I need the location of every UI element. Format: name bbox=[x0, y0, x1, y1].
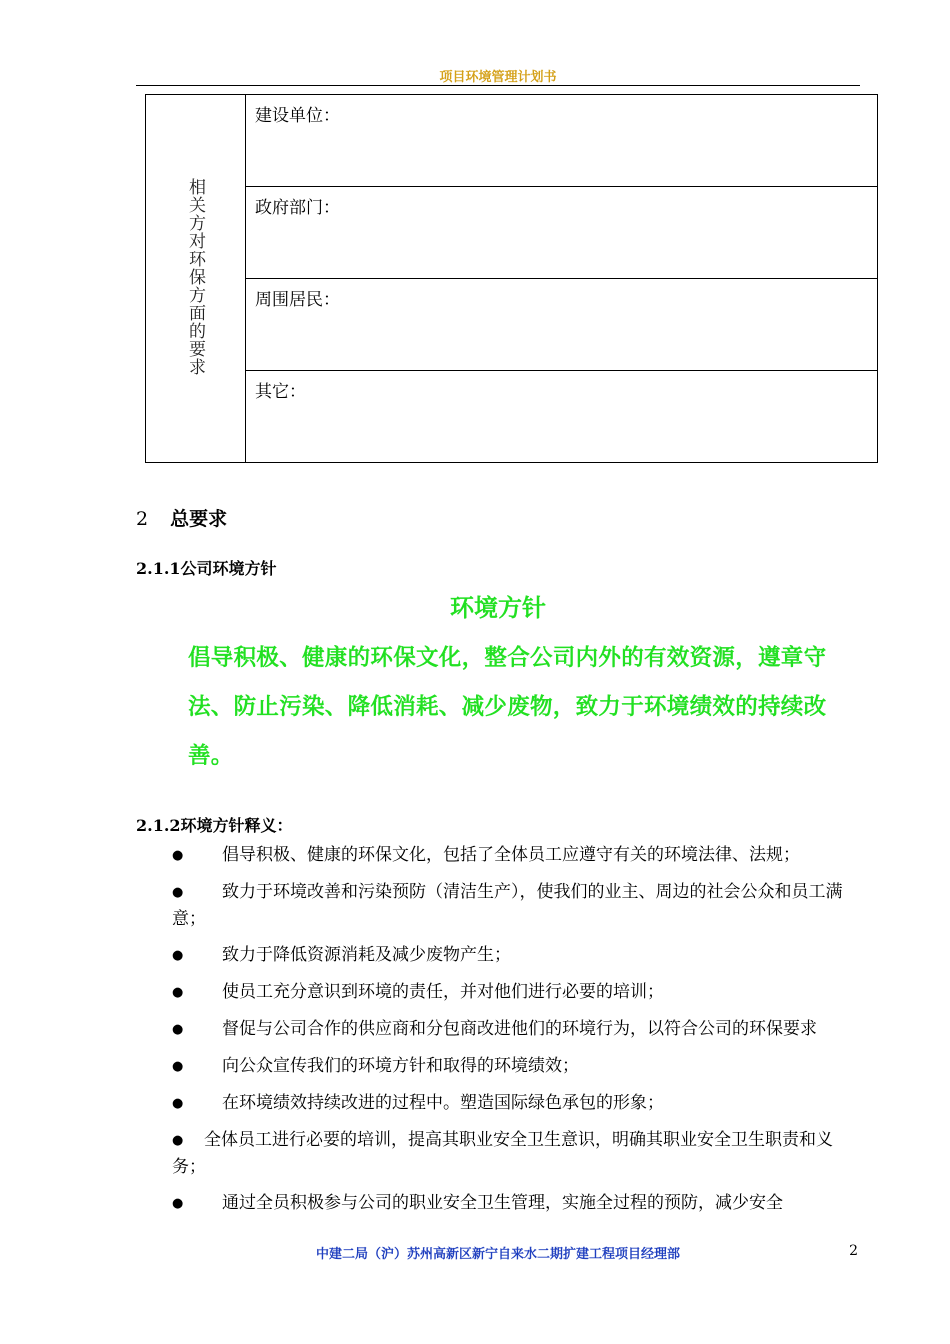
bullet-icon: ● bbox=[172, 1133, 184, 1148]
requirements-table bbox=[145, 94, 878, 463]
side-label-cell bbox=[146, 95, 246, 463]
footer-text: 中建二局（沪）苏州高新区新宁自来水二期扩建工程项目经理部 bbox=[315, 1247, 680, 1262]
subsection-interpretation-heading: 2.1.2环境方针释义： bbox=[136, 816, 293, 835]
bullet-icon: ● bbox=[172, 885, 184, 900]
list-item-text: 致力于环境改善和污染预防（清洁生产），使我们的业主、周边的社会公众和员工满意； bbox=[172, 882, 843, 929]
row-government bbox=[246, 187, 878, 279]
row-label: 建设单位： bbox=[255, 106, 340, 126]
list-item-text: 致力于降低资源消耗及减少废物产生； bbox=[222, 945, 511, 965]
bullet-icon: ● bbox=[172, 1196, 184, 1211]
list-item bbox=[172, 842, 862, 869]
list-item-text: 督促与公司合作的供应商和分包商改进他们的环境行为，以符合公司的环保要求 bbox=[222, 1019, 817, 1039]
list-item-text: 向公众宣传我们的环境方针和取得的环境绩效； bbox=[222, 1056, 579, 1076]
bullet-icon: ● bbox=[172, 985, 184, 1000]
section-number: 2 bbox=[136, 508, 149, 530]
bullet-icon: ● bbox=[172, 1022, 184, 1037]
side-label: 相关方对环保方面的要求 bbox=[185, 177, 205, 376]
page-number: 2 bbox=[849, 1243, 858, 1259]
bullet-icon: ● bbox=[172, 1096, 184, 1111]
list-item bbox=[172, 1127, 862, 1180]
row-construction-unit bbox=[246, 95, 878, 187]
policy-title: 环境方针 bbox=[450, 594, 546, 622]
list-item-text: 在环境绩效持续改进的过程中。塑造国际绿色承包的形象； bbox=[222, 1093, 664, 1113]
list-item-text: 倡导积极、健康的环保文化，包括了全体员工应遵守有关的环境法律、法规； bbox=[222, 845, 800, 865]
header-title: 项目环境管理计划书 bbox=[439, 70, 557, 85]
list-item bbox=[172, 1190, 862, 1217]
header-rule bbox=[136, 85, 860, 86]
list-item bbox=[172, 1016, 862, 1043]
section-title: 总要求 bbox=[170, 508, 228, 530]
list-item-text: 通过全员积极参与公司的职业安全卫生管理，实施全过程的预防，减少安全 bbox=[222, 1193, 783, 1213]
list-item bbox=[172, 1090, 862, 1117]
row-residents bbox=[246, 279, 878, 371]
bullet-icon: ● bbox=[172, 1059, 184, 1074]
list-item bbox=[172, 979, 862, 1006]
row-label: 政府部门： bbox=[255, 198, 340, 218]
policy-text: 倡导积极、健康的环保文化，整合公司内外的有效资源，遵章守法、防止污染、降低消耗、减少废物，致力于环境绩效的持续改善。 bbox=[188, 645, 827, 769]
list-item-text: 全体员工进行必要的培训，提高其职业安全卫生意识，明确其职业安全卫生职责和义务； bbox=[172, 1130, 833, 1177]
section-heading bbox=[136, 504, 227, 531]
subsection-policy-heading: 2.1.1公司环境方针 bbox=[136, 559, 277, 578]
row-other bbox=[246, 371, 878, 463]
list-item bbox=[172, 1053, 862, 1080]
list-item bbox=[172, 942, 862, 969]
bullet-icon: ● bbox=[172, 948, 184, 963]
interpretation-list bbox=[172, 842, 862, 1227]
row-label: 周围居民： bbox=[255, 290, 340, 310]
row-label: 其它： bbox=[255, 382, 306, 402]
list-item-text: 使员工充分意识到环境的责任，并对他们进行必要的培训； bbox=[222, 982, 664, 1002]
bullet-icon: ● bbox=[172, 848, 184, 863]
list-item bbox=[172, 879, 862, 932]
